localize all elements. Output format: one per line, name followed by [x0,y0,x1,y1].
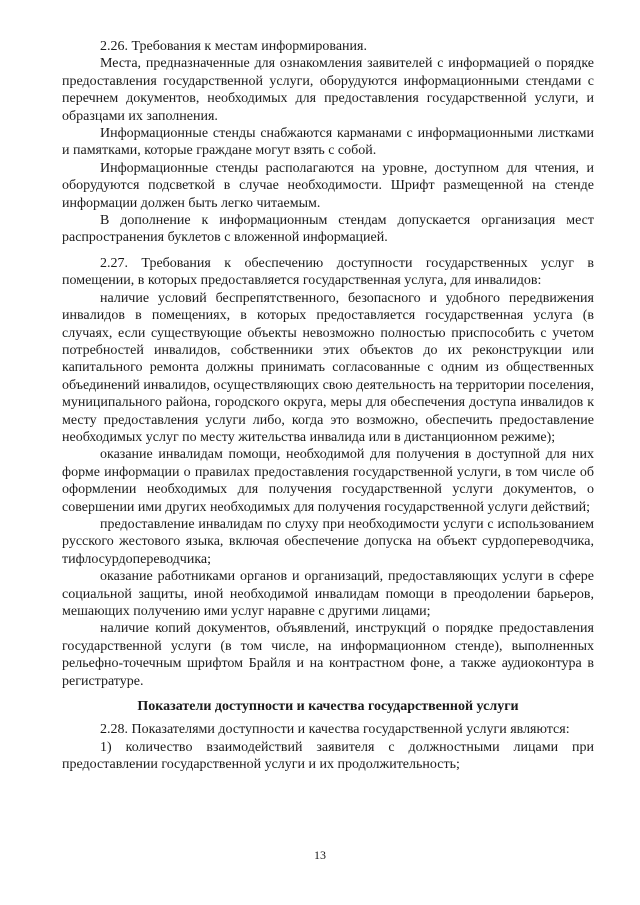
paragraph-braille-copies: наличие копий документов, объявлений, инструкций о порядке предоставления государственной услуги (в том числе, на информационном стенде), выполненных рельефно-точечным шрифтом Брайля и на контрастном фоне, а также аудиоконтура в регистратуре. [62,621,594,689]
paragraph-staff-assistance: оказание работниками органов и организаций, предоставляющих услуги в сфере социальной защиты, иной необходимой инвалидам помощи в преодолении барьеров, мешающих получению ими услуг наравне с другими лицами; [62,569,594,619]
paragraph-info-stands-pockets: Информационные стенды снабжаются карманами с информационными листками и памятками, которые граждане могут взять с собой. [62,126,594,159]
paragraph-barrier-free-conditions: наличие условий беспрепятственного, безопасного и удобного передвижения инвалидов в помещениях, в которых предоставляется государственная услуга (в случаях, если существующие объекты невозможно полностью приспособить с учетом потребностей инвалидов, собственники этих объектов до их реконструкции или капитального ремонта должны принимать согласованные с одним из общественных объединений инвалидов, осуществляющих свою деятельность на территории поселения, муниципального района, городского округа, меры для обеспечения доступа инвалидов к месту предоставления услуги либо, когда это возможно, обеспечить предоставление необходимых услуг по месту жительства инвалида или в дистанционном режиме); [62,290,594,445]
section-heading: Показатели доступности и качества государственной услуги [137,699,519,715]
section-2-26-title: 2.26. Требования к местам информирования. [100,39,367,54]
paragraph-assistance-info: оказание инвалидам помощи, необходимой для получения в доступной для них форме информации о правилах предоставления государственной услуги, в том числе об оформлении необходимых для получения государственной услуги документов, о совершении ими других необходимых для получения государственной услуги действий; [62,447,594,515]
paragraph-info-places: Места, предназначенные для ознакомления заявителей с информацией о порядке предоставления государственной услуги, оборудуются информационными стендами с перечнем документов, необходимых для предоставления государственной услуги, и образцами их заполнения. [62,56,594,124]
paragraph-indicator-1: 1) количество взаимодействий заявителя с должностными лицами при предоставлении государственной услуги и их продолжительность; [62,739,594,773]
page-content [62,38,594,774]
paragraph-booklets: В дополнение к информационным стендам допускается организация мест распространения буклетов с вложенной информацией. [62,213,594,246]
paragraph-sign-language: предоставление инвалидам по слуху при необходимости услуги с использованием русского жестового языка, включая обеспечение допуска на объект сурдопереводчика, тифлосурдопереводчика; [62,516,594,567]
paragraph-info-stands-placement: Информационные стенды располагаются на уровне, доступном для чтения, и оборудуются подсветкой в случае необходимости. Шрифт размещенной на стенде информации должен быть легко читаемым. [62,160,594,211]
section-2-27-title: 2.27. Требования к обеспечению доступности государственных услуг в помещении, в которых предоставляется государственная услуга, для инвалидов: [62,255,594,289]
page-number: 13 [314,848,326,862]
section-2-28-title: 2.28. Показателями доступности и качества государственной услуги являются: [100,722,570,738]
